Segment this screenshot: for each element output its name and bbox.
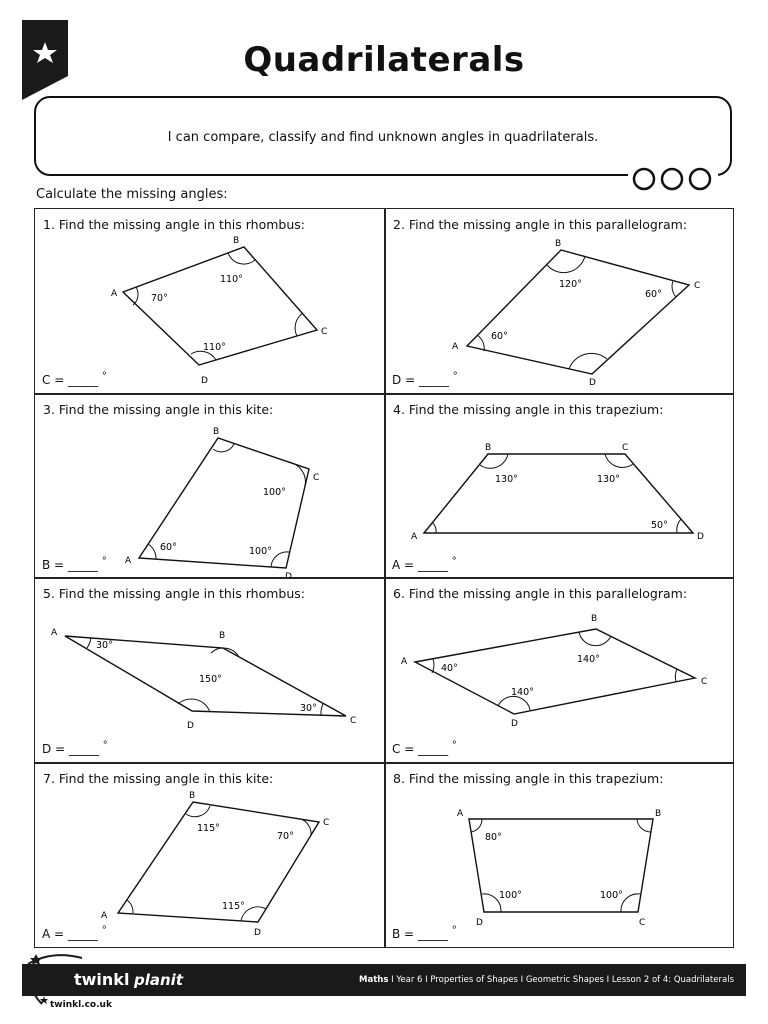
brand-logo: twinkl bbox=[74, 970, 130, 989]
breadcrumb bbox=[359, 964, 734, 996]
rings-decoration-icon bbox=[628, 165, 718, 193]
angle-label: 100° bbox=[249, 546, 272, 557]
question-1 bbox=[35, 209, 384, 393]
vertex-label: A bbox=[125, 556, 132, 566]
kite-diagram bbox=[35, 763, 384, 947]
vertex-label: C bbox=[350, 716, 357, 726]
question-title: 2. Find the missing angle in this parallelogram: bbox=[393, 217, 688, 232]
angle-label: 70° bbox=[151, 293, 168, 304]
angle-label: 140° bbox=[577, 654, 600, 665]
vertex-label: B bbox=[233, 236, 240, 246]
vertex-label: D bbox=[201, 376, 208, 386]
parallelogram-diagram bbox=[385, 209, 734, 393]
answer-line[interactable]: C = _____ ° bbox=[392, 740, 457, 756]
answer-line[interactable]: D = _____ ° bbox=[392, 371, 458, 387]
angle-label: 100° bbox=[263, 487, 286, 498]
question-title: 4. Find the missing angle in this trapezium: bbox=[393, 402, 664, 417]
vertex-label: A bbox=[101, 911, 108, 921]
question-title: 8. Find the missing angle in this trapezium: bbox=[393, 771, 664, 786]
vertex-label: A bbox=[51, 628, 58, 638]
question-6 bbox=[385, 578, 734, 762]
vertex-label: D bbox=[476, 918, 483, 928]
vertex-label: C bbox=[622, 443, 629, 453]
angle-label: 130° bbox=[495, 474, 518, 485]
angle-label: 130° bbox=[597, 474, 620, 485]
vertex-label: B bbox=[655, 809, 662, 819]
angle-label: 50° bbox=[651, 520, 668, 531]
angle-label: 80° bbox=[485, 832, 502, 843]
breadcrumb-path: I Year 6 I Properties of Shapes I Geometric Shapes I Lesson 2 of 4: Quadrilaterals bbox=[388, 975, 734, 985]
angle-label: 100° bbox=[600, 890, 623, 901]
question-8 bbox=[385, 763, 734, 947]
vertex-label: A bbox=[452, 342, 459, 352]
vertex-label: A bbox=[457, 809, 464, 819]
vertex-label: A bbox=[401, 657, 408, 667]
vertex-label: B bbox=[485, 443, 492, 453]
vertex-label: B bbox=[189, 791, 196, 801]
instruction: Calculate the missing angles: bbox=[36, 187, 228, 202]
angle-label: 60° bbox=[160, 542, 177, 553]
trapezium-diagram bbox=[385, 763, 734, 947]
angle-label: 115° bbox=[197, 823, 220, 834]
vertex-label: B bbox=[219, 631, 226, 641]
question-grid bbox=[34, 208, 734, 948]
vertex-label: D bbox=[589, 378, 596, 388]
vertex-label: B bbox=[591, 614, 598, 624]
kite-diagram bbox=[35, 394, 384, 578]
angle-label: 110° bbox=[203, 342, 226, 353]
vertex-label: B bbox=[213, 427, 220, 437]
angle-label: 60° bbox=[645, 289, 662, 300]
angle-label: 70° bbox=[277, 831, 294, 842]
vertex-label: C bbox=[313, 473, 320, 483]
vertex-label: D bbox=[285, 572, 292, 578]
vertex-label: B bbox=[555, 239, 562, 249]
angle-label: 115° bbox=[222, 901, 245, 912]
angle-label: 40° bbox=[441, 663, 458, 674]
vertex-label: C bbox=[701, 677, 708, 687]
parallelogram-diagram bbox=[385, 578, 734, 762]
question-2 bbox=[385, 209, 734, 393]
question-title: 3. Find the missing angle in this kite: bbox=[43, 402, 274, 417]
answer-line[interactable]: A = _____ ° bbox=[42, 925, 107, 941]
trapezium-diagram bbox=[385, 394, 734, 578]
question-7 bbox=[35, 763, 384, 947]
angle-label: 100° bbox=[499, 890, 522, 901]
angle-label: 30° bbox=[96, 640, 113, 651]
site-url: twinkl.co.uk bbox=[50, 1000, 112, 1010]
question-title: 6. Find the missing angle in this parallelogram: bbox=[393, 586, 688, 601]
vertex-label: D bbox=[697, 532, 704, 542]
vertex-label: C bbox=[639, 918, 646, 928]
product-logo: planit bbox=[134, 971, 183, 989]
vertex-label: A bbox=[111, 289, 118, 299]
angle-label: 30° bbox=[300, 703, 317, 714]
learning-objective: I can compare, classify and find unknown angles in quadrilaterals. bbox=[167, 130, 599, 145]
answer-line[interactable]: D = _____ ° bbox=[42, 740, 108, 756]
vertex-label: C bbox=[323, 818, 330, 828]
vertex-label: D bbox=[254, 928, 261, 938]
answer-line[interactable]: B = _____ ° bbox=[392, 925, 457, 941]
rhombus-diagram bbox=[35, 578, 384, 762]
page-title: Quadrilaterals bbox=[243, 40, 525, 80]
angle-label: 120° bbox=[559, 279, 582, 290]
learning-objective-box bbox=[34, 96, 732, 176]
vertex-label: D bbox=[511, 719, 518, 729]
question-title: 7. Find the missing angle in this kite: bbox=[43, 771, 274, 786]
angle-label: 110° bbox=[220, 274, 243, 285]
vertex-label: A bbox=[411, 532, 418, 542]
vertex-label: D bbox=[187, 721, 194, 731]
angle-label: 60° bbox=[491, 331, 508, 342]
question-5 bbox=[35, 578, 384, 762]
question-4 bbox=[385, 394, 734, 578]
breadcrumb-subject: Maths bbox=[359, 975, 389, 985]
question-title: 5. Find the missing angle in this rhombus: bbox=[43, 586, 305, 601]
angle-label: 150° bbox=[199, 674, 222, 685]
rhombus-diagram bbox=[35, 209, 384, 393]
vertex-label: C bbox=[321, 327, 328, 337]
angle-label: 140° bbox=[511, 687, 534, 698]
answer-line[interactable]: A = _____ ° bbox=[392, 556, 457, 572]
question-title: 1. Find the missing angle in this rhombus: bbox=[43, 217, 305, 232]
vertex-label: C bbox=[694, 281, 701, 291]
star-swirl-icon bbox=[22, 948, 142, 1008]
question-3 bbox=[35, 394, 384, 578]
answer-line[interactable]: C = _____ ° bbox=[42, 371, 107, 387]
answer-line[interactable]: B = _____ ° bbox=[42, 556, 107, 572]
